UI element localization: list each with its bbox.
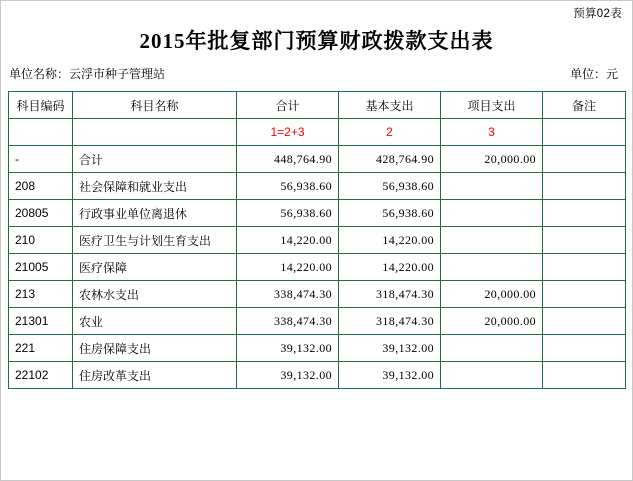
cell-basic: 14,220.00: [339, 254, 441, 281]
page-title: 2015年批复部门预算财政拨款支出表: [139, 29, 494, 53]
cell-code: 208: [9, 173, 73, 200]
cell-project: [441, 335, 543, 362]
cell-basic: 318,474.30: [339, 308, 441, 335]
cell-code: 21301: [9, 308, 73, 335]
cell-basic: 428,764.90: [339, 146, 441, 173]
cell-code: 213: [9, 281, 73, 308]
cell-project: 20,000.00: [441, 281, 543, 308]
column-header-note: 备注: [543, 92, 626, 119]
cell-note: [543, 308, 626, 335]
cell-total: 39,132.00: [237, 335, 339, 362]
form-number-bar: [1, 1, 632, 23]
cell-name: 农业: [73, 308, 237, 335]
table-row: [9, 146, 626, 173]
formula-cell-total: 1=2+3: [237, 119, 339, 146]
cell-note: [543, 362, 626, 389]
column-header-code: 科目编码: [9, 92, 73, 119]
cell-total: 56,938.60: [237, 173, 339, 200]
cell-name: 医疗卫生与计划生育支出: [73, 227, 237, 254]
meta-row: [9, 65, 624, 87]
cell-code: -: [9, 146, 73, 173]
form-number: 预算02表: [573, 8, 622, 20]
cell-total: 338,474.30: [237, 281, 339, 308]
cell-name: 农林水支出: [73, 281, 237, 308]
table-row: [9, 362, 626, 389]
formula-cell-name: [73, 119, 237, 146]
cell-basic: 56,938.60: [339, 200, 441, 227]
table-row: [9, 227, 626, 254]
cell-project: 20,000.00: [441, 146, 543, 173]
currency-unit-label: 单位：元: [569, 67, 618, 81]
table-row: [9, 254, 626, 281]
cell-name: 医疗保障: [73, 254, 237, 281]
cell-basic: 56,938.60: [339, 173, 441, 200]
cell-total: 56,938.60: [237, 200, 339, 227]
column-header-basic: 基本支出: [339, 92, 441, 119]
budget-table: [8, 91, 626, 389]
table-row: [9, 200, 626, 227]
table-row: [9, 281, 626, 308]
cell-note: [543, 281, 626, 308]
cell-total: 39,132.00: [237, 362, 339, 389]
unit-name-value: 云浮市种子管理站: [69, 67, 166, 81]
cell-code: 221: [9, 335, 73, 362]
cell-project: 20,000.00: [441, 308, 543, 335]
cell-note: [543, 200, 626, 227]
cell-note: [543, 227, 626, 254]
cell-basic: 39,132.00: [339, 335, 441, 362]
cell-code: 22102: [9, 362, 73, 389]
cell-total: 14,220.00: [237, 254, 339, 281]
unit-name: [9, 65, 165, 82]
table-header-row: [9, 92, 626, 119]
cell-basic: 39,132.00: [339, 362, 441, 389]
cell-basic: 14,220.00: [339, 227, 441, 254]
cell-note: [543, 335, 626, 362]
column-header-total: 合计: [237, 92, 339, 119]
table-row: [9, 308, 626, 335]
cell-name: 社会保障和就业支出: [73, 173, 237, 200]
cell-project: [441, 200, 543, 227]
cell-project: [441, 362, 543, 389]
table-row: [9, 335, 626, 362]
formula-cell-basic: 2: [339, 119, 441, 146]
cell-code: 210: [9, 227, 73, 254]
formula-cell-code: [9, 119, 73, 146]
cell-total: 14,220.00: [237, 227, 339, 254]
column-header-name: 科目名称: [73, 92, 237, 119]
cell-name: 行政事业单位离退休: [73, 200, 237, 227]
formula-row: [9, 119, 626, 146]
cell-basic: 318,474.30: [339, 281, 441, 308]
cell-note: [543, 146, 626, 173]
cell-note: [543, 173, 626, 200]
formula-cell-note: [543, 119, 626, 146]
cell-code: 21005: [9, 254, 73, 281]
cell-total: 448,764.90: [237, 146, 339, 173]
unit-name-label: 单位名称：: [9, 67, 70, 81]
cell-name: 合计: [73, 146, 237, 173]
column-header-project: 项目支出: [441, 92, 543, 119]
cell-note: [543, 254, 626, 281]
cell-code: 20805: [9, 200, 73, 227]
cell-project: [441, 254, 543, 281]
cell-name: 住房保障支出: [73, 335, 237, 362]
formula-cell-project: 3: [441, 119, 543, 146]
table-row: [9, 173, 626, 200]
cell-total: 338,474.30: [237, 308, 339, 335]
cell-project: [441, 227, 543, 254]
cell-name: 住房改革支出: [73, 362, 237, 389]
cell-project: [441, 173, 543, 200]
